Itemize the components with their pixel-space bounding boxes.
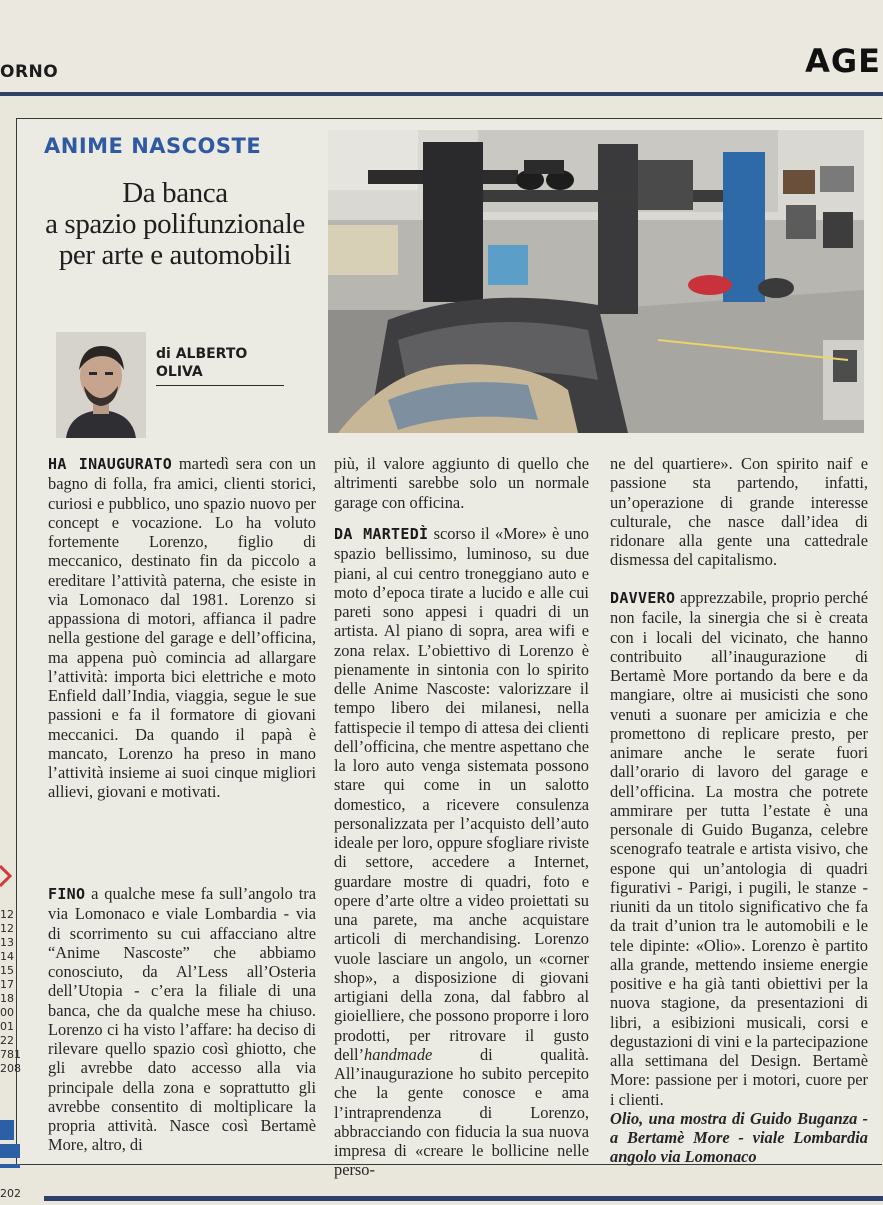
paragraph-text: ne del quartiere». Con spirito naif e passione sta partendo, infatti, un’operazione di grande interesse culturale, che nasce dall’idea di ridonare alla gente una cattedrale dismessa del capitalismo. <box>610 454 868 570</box>
paragraph-lead: DA MARTEDÌ <box>334 525 429 543</box>
article-photo <box>328 130 864 433</box>
paragraph-text: di qualità. All’inaugurazione ho subito percepito che la gente conosce e ama l’intraprendenza di Lorenzo, abbracciando con fiducia la sua nuova impresa di «creare le bollicine nelle perso- <box>334 1044 589 1180</box>
margin-number: 00 <box>0 1006 14 1019</box>
paragraph <box>610 454 868 570</box>
paragraph-lead: FINO <box>48 885 86 903</box>
margin-number: 208 <box>0 1062 21 1075</box>
newspaper-name-fragment: ORNO <box>0 62 59 82</box>
byline-prefix: di ALBERTO <box>156 346 248 362</box>
paragraph-text: scorso il «More» è uno spazio bellissimo, luminoso, su due piani, al cui centro troneggiano auto e moto d’epoca tirate a lucido e alle cui pareti sono appesi i quadri di un artista. Al piano di sopra, area wifi e zona relax. L’obiettivo di Lorenzo è pienamente in sintonia con lo spirito delle Anime Nascoste: valorizzare il tempo libero dei milanesi, nella fattispecie il tempo di attesa dei clienti dell’officina, che mentre aspettano che la loro auto venga sistemata possono stare qui come in un salotto domestico, a ricevere consulenza personalizzata per l’acquisto dell’auto ideale per loro, oppure sfogliare riviste di settore, accedere a Internet, guardare mostre di quadri, foto e opere d’arte oltre a video proiettati su una parete, ma anche acquistare articoli di merchandising. Lorenzo vuole lasciare un angolo, un «corner shop», a disposizione di giovani artigiani della zona, dal fabbro al gioielliere, che possono proporre i loro prodotti, per ritrovare il gusto dell’ <box>334 524 589 1064</box>
margin-number-list <box>0 908 21 1076</box>
header-rule <box>0 92 883 96</box>
paragraph <box>48 884 316 1155</box>
margin-number: 13 <box>0 936 14 949</box>
paragraph-text: più, il valore aggiunto di quello che altrimenti sarebbe solo un normale garage con officina. <box>334 454 589 512</box>
paragraph-lead: HA INAUGURATO <box>48 455 173 473</box>
byline-rule <box>156 385 284 386</box>
paragraph <box>334 454 589 512</box>
article-column-3-part-1 <box>610 454 868 570</box>
margin-number: 17 <box>0 978 14 991</box>
margin-number: 01 <box>0 1020 14 1033</box>
footer-rule <box>44 1196 883 1201</box>
exhibition-caption: Olio, una mostra di Guido Buganza - a Bertamè More - viale Lombardia angolo via Lomonaco <box>610 1108 868 1167</box>
margin-number: 22 <box>0 1034 14 1047</box>
emphasis-text: handmade <box>364 1044 433 1064</box>
article-title <box>40 178 310 271</box>
article-column-2-part-2 <box>334 524 589 1180</box>
margin-pictogram-icon <box>0 1120 20 1180</box>
paragraph-text: apprezzabile, proprio perché non facile, la sinergia che si è creata con i locali del vicinato, che hanno contribuito all’inaugurazione di Bertamè More portando da bere e da mangiare, oltre ai musicisti che sono venuti a suonare per amicizia e che promettono di replicare presto, per animare anche le serate fuori dall’orario di lavoro del garage e dell’officina. La mostra che potrete ammirare per tutta l’estate è una personale di Guido Buganza, celebre scenografo teatrale e artista visivo, che espone qui un’antologia di quadri figurativi - Parigi, i pugili, le stanze - riuniti da un titolo significativo che fa da trait d’union tra le automobili e le tele dipinte: «Olio». Lorenzo è partito alla grande, mettendo insieme energie positive e ha già tanti obiettivi per la nuova stagione, da presentazioni di libri, a esibizioni musicali, corsi e degustazioni di vini e la partecipazione alla settimana del Design. Bertamè More: passione per i motori, cuore per i clienti. <box>610 588 868 1109</box>
paragraph-lead: DAVVERO <box>610 589 676 607</box>
margin-number: 12 <box>0 922 14 935</box>
article-column-2-part-1 <box>334 454 589 512</box>
paragraph <box>48 454 316 802</box>
section-name-fragment: AGE <box>805 42 881 80</box>
article-column-1-part-2 <box>48 884 316 1155</box>
page-header <box>0 0 883 92</box>
article-kicker: ANIME NASCOSTE <box>44 134 262 158</box>
margin-number: 12 <box>0 908 14 921</box>
article-column-1-part-1 <box>48 454 316 802</box>
title-line: a spazio polifunzionale <box>45 208 305 240</box>
author-portrait <box>56 332 146 438</box>
margin-icon <box>0 862 14 890</box>
margin-bottom-number: 202 <box>0 1187 21 1200</box>
paragraph-text: martedì sera con un bagno di folla, fra amici, clienti storici, curiosi e pubblico, uno spazio nuovo per concept e vocazione. Lo ha voluto fortemente Lorenzo, figlio di meccanico, destinato fin da piccolo a ereditare l’attività paterna, che esiste in via Lomonaco dal 1981. Lorenzo si appassiona di motori, affianca il padre nella gestione del garage e dell’officina, ma appena può comincia ad allargare l’attività: importa bici elettriche e moto Enfield dall’India, viaggia, segue le sue passioni e fa il formatore di giovani meccanici. Da quando il papà è mancato, Lorenzo ha preso in mano l’attività insieme ai suoi cinque migliori allievi, giovani e motivati. <box>48 454 316 802</box>
margin-number: 15 <box>0 964 14 977</box>
byline-author: OLIVA <box>156 364 203 380</box>
paragraph <box>610 588 868 1109</box>
margin-number: 14 <box>0 950 14 963</box>
title-line: Da banca <box>122 177 228 209</box>
margin-number: 781 <box>0 1048 21 1061</box>
article-column-3-part-2 <box>610 588 868 1167</box>
paragraph-text: a qualche mese fa sull’angolo tra via Lomonaco e viale Lombardia - via di scorrimento su cui affacciano altre “Anime Nascoste” che abbiamo conosciuto, da Al’Less all’Osteria dell’Utopia - c’era la filiale di una banca, che da qualche mese ha chiuso. Lorenzo ci ha visto l’affare: ha deciso di rilevare quello spazio così ghiotto, che gli avrebbe dato accesso alla via principale della zona e soprattutto gli avrebbe consentito di moltiplicare la propria attività. Nasce così Bertamè More, altro, di <box>48 884 316 1155</box>
paragraph <box>334 524 589 1180</box>
title-line: per arte e automobili <box>58 239 292 271</box>
margin-number: 18 <box>0 992 14 1005</box>
author-face-icon <box>56 332 146 438</box>
